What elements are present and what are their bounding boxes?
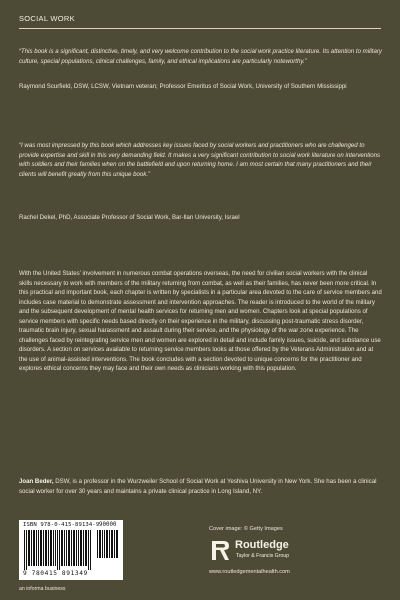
- endorsement-quote-1: “This book is a significant, distinctive, timely, and very welcome contribution to the social work practice literature. Its attention to military culture, special populations, clinical challenges, family, and ethical implications are particularly noteworthy.”: [19, 48, 382, 65]
- book-description: With the United States’ involvement in numerous combat operations overseas, the need for civilian social workers with the clinical skills necessary to work with members of the military returning from combat, as well as their families, has never been more critical. In this practical and important book, each chapter is written by specialists in a particular area devoted to the care of service members and includes case material to demonstrate assessment and intervention approaches. The reader is introduced to the world of the military and the subsequent development of mental health services for returning men and women. Chapters look at special populations of service members with specific needs based directly on their experience in the military, discussing post-traumatic stress disorder, traumatic brain injury, sexual harassment and assault during their service, and the physiology of the war zone experience. The challenges faced by reintegrating service men and women are explored in detail and include family issues, suicide, and substance use disorders. A section on services available to returning service members looks at those offered by the Veterans Administration and at the use of animal-assisted interventions. The book concludes with a section devoted to unique concerns for the practitioner and explores ethical concerns they may face and their own needs as clinicians working with this population.: [19, 270, 382, 373]
- header-divider: [19, 28, 381, 29]
- publisher-logo: [209, 538, 359, 564]
- endorsement-attribution-2: Rachel Dekel, PhD, Associate Professor of Social Work, Bar-Ilan University, Israel: [19, 214, 240, 221]
- endorsement-quote-2: “I was most impressed by this book which addresses key issues faced by social workers and practitioners who are challenged to provide expertise and skill in this very demanding field. It makes a very significant contribution to social work literature on interventions with soldiers and their families when on the battlefield and upon returning home. I am most certain that many practitioners and their clients will benefit greatly from this unique book.”: [19, 142, 381, 178]
- isbn-label: ISBN 978-0-415-89134-9: [23, 522, 100, 528]
- series-title: SOCIAL WORK: [19, 14, 75, 23]
- price-code: 90000: [99, 522, 117, 528]
- cover-credit: Cover image: © Getty Images: [209, 526, 283, 532]
- endorsement-attribution-1: Raymond Scurfield, DSW, LCSW, Vietnam veteran; Professor Emeritus of Social Work, University of Southern Mississippi: [19, 83, 347, 90]
- author-bio-text: DSW, is a professor in the Wurzweiler School of Social Work at Yeshiva University in New York. She has been a clinical social worker for over 30 years and maintains a private clinical practice in Long Island, NY.: [19, 478, 377, 495]
- ean-number: 9 780415 891349: [23, 570, 88, 577]
- author-bio: [19, 477, 382, 496]
- price-barcode-icon: [97, 530, 119, 558]
- author-name: Joan Beder,: [19, 478, 54, 485]
- routledge-logo-icon: [209, 539, 231, 562]
- header: [19, 14, 381, 29]
- barcode-bars-icon: [24, 530, 92, 570]
- publisher-name: Routledge: [235, 539, 289, 551]
- publisher-group: Taylor & Francis Group: [236, 553, 290, 559]
- publisher-website[interactable]: www.routledgementalhealth.com: [209, 569, 290, 575]
- barcode: [19, 520, 123, 580]
- informa-tagline: an informa business: [19, 586, 66, 592]
